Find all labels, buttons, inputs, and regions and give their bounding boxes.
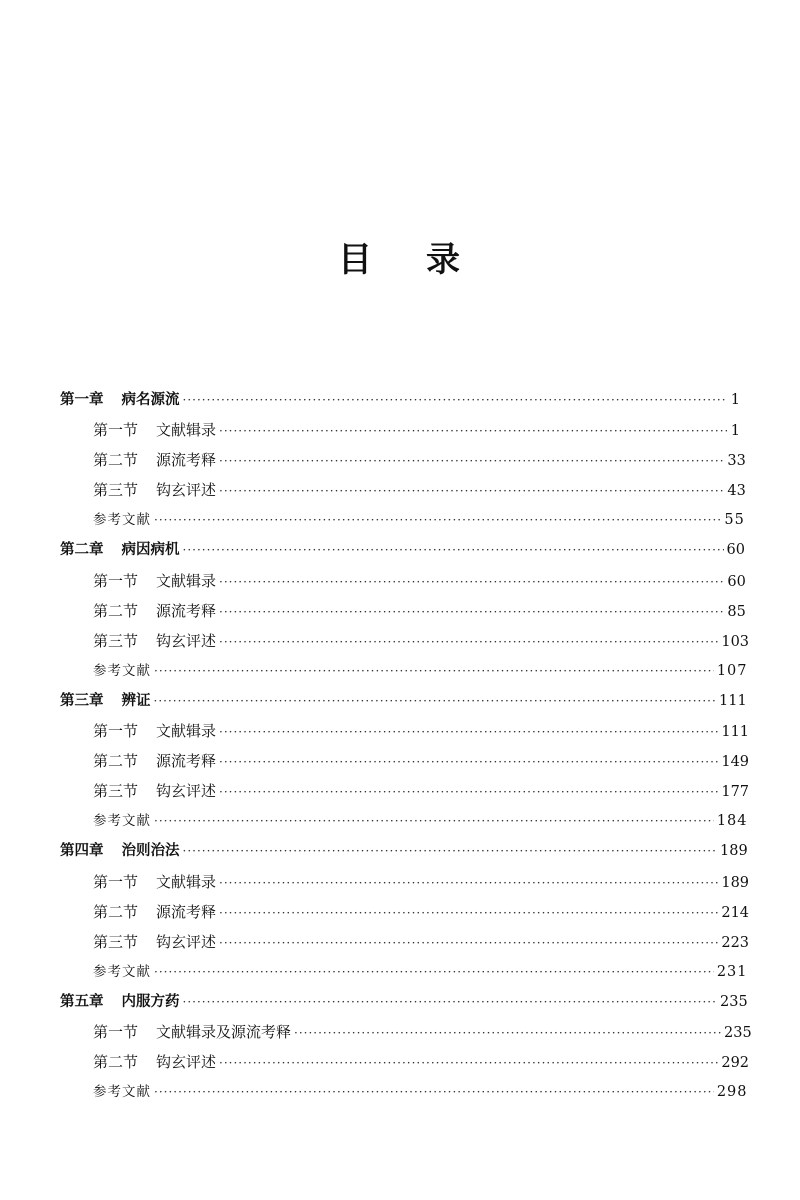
toc-entry-number: 第三节 [93,481,139,500]
toc-entry-chapter[interactable] [60,385,740,415]
toc-entry-title: 参考文献 [93,512,151,529]
dot-leader [183,535,724,565]
toc-entry-title: 钩玄评述 [156,782,217,801]
toc-entry-title: 参考文献 [93,963,151,980]
toc-entry-number: 第一节 [93,1022,139,1041]
toc-entry-title: 参考文献 [93,1084,151,1101]
toc-entry-number: 第二章 [60,542,104,559]
toc-page-number: 189 [720,843,748,860]
toc-entry-number: 第一节 [93,872,139,891]
toc-page-number: 214 [721,904,750,921]
toc-entry-title: 参考文献 [93,662,151,679]
toc-entry-title: 病名源流 [121,392,180,408]
toc-entry-refs[interactable] [60,1077,748,1107]
toc-entry-title: 钩玄评述 [156,1053,217,1072]
dot-leader [294,1018,721,1048]
dot-leader [219,446,724,476]
dot-leader [219,717,718,747]
dot-leader [219,567,724,597]
toc-entry-section[interactable] [60,746,750,776]
toc-entry-section[interactable] [60,475,746,505]
toc-entry-section[interactable] [60,927,750,957]
toc-entry-refs[interactable] [60,656,748,686]
toc-entry-number: 第一节 [93,421,139,440]
toc-entry-title: 内服方药 [121,993,180,1010]
toc-page-number: 177 [721,784,750,801]
dot-leader [154,1077,714,1107]
toc-page-number: 103 [721,633,750,650]
toc-entry-section[interactable] [60,1047,750,1077]
dot-leader [219,777,718,807]
dot-leader [219,476,724,506]
title-char-1: 目 [338,240,374,280]
toc-entry-section[interactable] [60,776,750,806]
toc-entry-number: 第二节 [93,451,139,470]
toc-page-number: 235 [724,1024,752,1041]
toc-page-number: 60 [726,542,745,559]
toc-entry-refs[interactable] [60,957,748,987]
toc-page-number: 43 [727,483,746,500]
dot-leader [219,928,718,958]
toc-entry-title: 文献辑录 [156,571,217,590]
toc-page-number: 85 [727,603,746,620]
toc-entry-section[interactable] [60,1017,752,1047]
dot-leader [219,627,718,657]
toc-entry-number: 第五章 [60,993,104,1010]
toc-entry-title: 病因病机 [121,542,180,559]
dot-leader [154,686,717,716]
toc-entry-section[interactable] [60,445,746,475]
dot-leader [154,957,714,987]
dot-leader [219,597,724,627]
toc-entry-refs[interactable] [60,505,745,535]
toc-entry-number: 第二节 [93,1053,139,1072]
toc-page-number: 107 [716,662,748,679]
toc-page-number: 33 [727,453,746,470]
dot-leader [154,656,714,686]
toc-page-number: 111 [719,692,747,709]
toc-entry-title: 治则治法 [121,843,180,860]
toc-entry-title: 文献辑录 [156,872,217,891]
title-char-2: 录 [426,240,462,280]
toc-entry-section[interactable] [60,415,740,445]
toc-page-number: 149 [721,754,750,771]
toc-entry-title: 辨证 [121,692,151,709]
toc-page-number: 298 [716,1084,748,1101]
toc-entry-chapter[interactable] [60,836,748,866]
toc-entry-number: 第四章 [60,843,104,860]
toc-entry-title: 文献辑录 [156,421,217,440]
toc-page-number: 223 [721,934,750,951]
dot-leader [219,416,727,446]
toc-entry-title: 源流考释 [156,601,217,620]
toc-entry-section[interactable] [60,596,746,626]
dot-leader [154,505,721,535]
toc-page-number: 55 [724,512,745,529]
toc-entry-number: 第三节 [93,782,139,801]
toc-entry-number: 第一节 [93,571,139,590]
toc-entry-title: 钩玄评述 [156,481,217,500]
toc-entry-number: 第二节 [93,601,139,620]
toc-entry-section[interactable] [60,626,750,656]
toc-entry-number: 第二节 [93,902,139,921]
toc-entry-title: 文献辑录 [156,722,217,741]
dot-leader [219,747,718,777]
dot-leader [183,987,718,1017]
toc-page-number: 111 [721,724,750,741]
toc-entry-number: 第二节 [93,752,139,771]
toc-entry-number: 第三节 [93,631,139,650]
toc-entry-section[interactable] [60,716,750,746]
dot-leader [219,868,718,898]
toc-page-number: 292 [721,1055,750,1072]
toc-entry-chapter[interactable] [60,535,745,565]
toc-entry-chapter[interactable] [60,686,747,716]
toc-entry-title: 钩玄评述 [156,631,217,650]
dot-leader [219,898,718,928]
toc-entry-section[interactable] [60,566,746,596]
toc-entry-number: 第三章 [60,692,104,709]
toc-page-number: 235 [720,993,748,1010]
toc-list [60,385,752,1107]
dot-leader [183,836,718,866]
dot-leader [154,806,714,836]
toc-page-number: 231 [716,963,748,980]
toc-page-number: 189 [721,874,750,891]
toc-entry-number: 第一章 [60,392,104,408]
toc-entry-title: 参考文献 [93,813,151,830]
dot-leader [219,1048,718,1078]
toc-entry-title: 源流考释 [156,902,217,921]
toc-entry-number: 第三节 [93,932,139,951]
page-title [0,232,800,281]
toc-page-number: 1 [730,423,740,440]
toc-entry-section[interactable] [60,897,750,927]
toc-page-number: 60 [727,573,746,590]
toc-page-number: 184 [716,813,748,830]
toc-entry-number: 第一节 [93,722,139,741]
toc-entry-refs[interactable] [60,806,748,836]
dot-leader [183,385,728,415]
toc-entry-title: 钩玄评述 [156,932,217,951]
toc-entry-chapter[interactable] [60,987,748,1017]
toc-page-number: 1 [730,392,740,408]
toc-entry-title: 文献辑录及源流考释 [156,1022,292,1041]
toc-entry-section[interactable] [60,867,750,897]
toc-entry-title: 源流考释 [156,451,217,470]
toc-entry-title: 源流考释 [156,752,217,771]
